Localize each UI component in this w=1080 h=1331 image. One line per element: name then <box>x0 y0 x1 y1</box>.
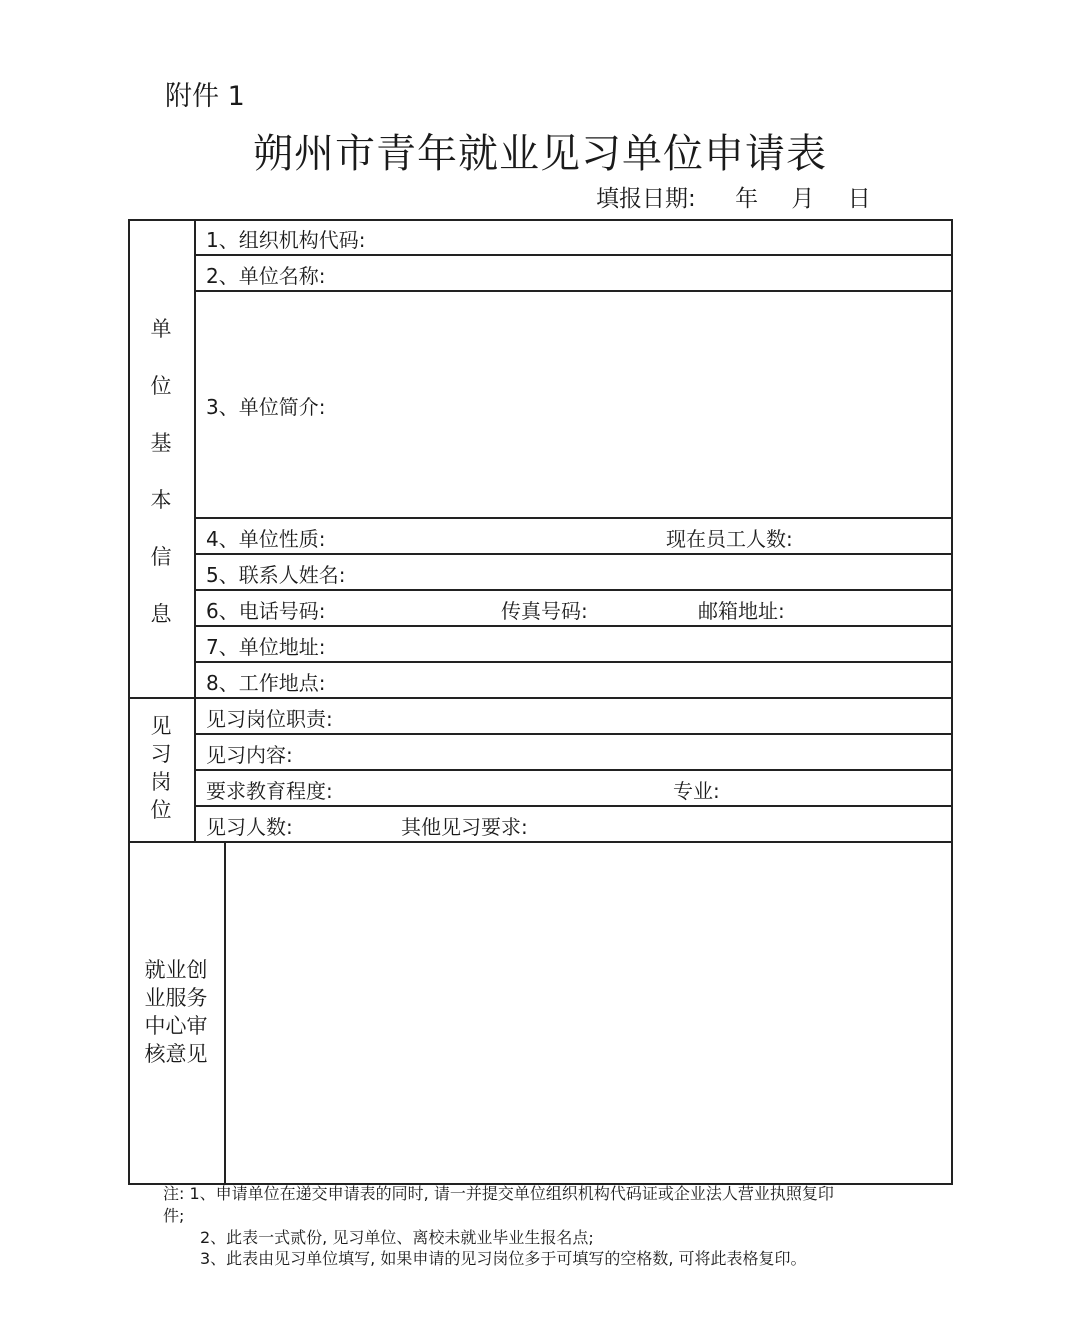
fill-date-label: 填报日期: <box>596 186 696 212</box>
other-requirements-field[interactable]: 其他见习要求: <box>401 815 528 839</box>
row-divider <box>194 661 951 663</box>
row-divider <box>194 589 951 591</box>
application-form <box>128 219 951 1183</box>
position-side-label: 见 习 岗 位 <box>150 714 172 822</box>
row-divider <box>194 805 951 807</box>
work-location-field[interactable]: 8、工作地点: <box>206 671 326 695</box>
note-line-3: 3、此表由见习单位填写, 如果申请的见习岗位多于可填写的空格数, 可将此表格复印。 <box>200 1249 807 1268</box>
staff-count-field[interactable]: 现在员工人数: <box>666 527 793 551</box>
section-divider <box>128 697 951 699</box>
fax-field[interactable]: 传真号码: <box>501 599 588 623</box>
position-content-field[interactable]: 见习内容: <box>206 743 293 767</box>
fill-date-year: 年 <box>735 186 759 212</box>
unit-info-side-label: 单 位 基 本 信 息 <box>150 317 172 626</box>
row-divider <box>194 254 951 256</box>
row-divider <box>194 290 951 292</box>
intern-count-field[interactable]: 见习人数: <box>206 815 293 839</box>
attachment-label: 附件 1 <box>165 81 245 112</box>
education-field[interactable]: 要求教育程度: <box>206 779 333 803</box>
address-field[interactable]: 7、单位地址: <box>206 635 326 659</box>
note-line-1-cont: 件; <box>163 1206 185 1225</box>
unit-nature-field[interactable]: 4、单位性质: <box>206 527 326 551</box>
org-code-field[interactable]: 1、组织机构代码: <box>206 228 366 252</box>
major-field[interactable]: 专业: <box>673 779 720 803</box>
position-duties-field[interactable]: 见习岗位职责: <box>206 707 333 731</box>
review-opinion-area[interactable] <box>226 843 949 1181</box>
fill-date-month: 月 <box>791 186 815 212</box>
contact-name-field[interactable]: 5、联系人姓名: <box>206 563 346 587</box>
fill-date-day: 日 <box>847 186 871 212</box>
fill-date <box>596 180 871 213</box>
unit-intro-field[interactable]: 3、单位简介: <box>206 395 326 419</box>
row-divider <box>194 553 951 555</box>
note-line-2: 2、此表一式贰份, 见习单位、离校未就业毕业生报名点; <box>200 1228 594 1247</box>
email-field[interactable]: 邮箱地址: <box>698 599 785 623</box>
row-divider <box>194 517 951 519</box>
note-line-1: 注: 1、申请单位在递交申请表的同时, 请一并提交单位组织机构代码证或企业法人营业执照复印 <box>163 1184 834 1203</box>
label-column-divider <box>194 219 196 842</box>
row-divider <box>194 733 951 735</box>
page-title: 朔州市青年就业见习单位申请表 <box>253 131 827 177</box>
phone-field[interactable]: 6、电话号码: <box>206 599 326 623</box>
unit-name-field[interactable]: 2、单位名称: <box>206 264 326 288</box>
review-side-label: 就业创 业服务 中心审 核意见 <box>144 958 208 1066</box>
row-divider <box>194 769 951 771</box>
row-divider <box>194 625 951 627</box>
